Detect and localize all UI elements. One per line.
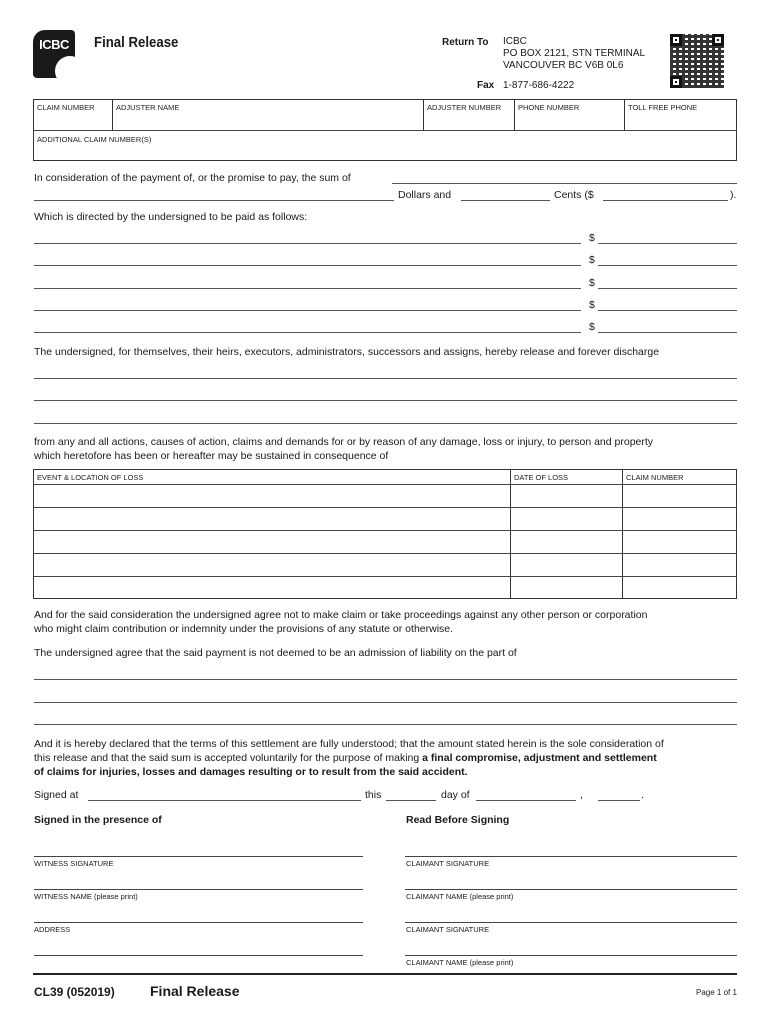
claim-number-header: CLAIM NUMBER — [626, 473, 684, 482]
payee-amount-line[interactable] — [598, 265, 737, 266]
claimant-signature-label-2: CLAIMANT SIGNATURE — [406, 925, 490, 934]
released-party-line[interactable] — [34, 400, 737, 401]
declaration-text-b — [34, 752, 657, 764]
table-divider — [514, 99, 515, 130]
claimant-signature-label: CLAIMANT SIGNATURE — [406, 859, 490, 868]
event-location-header: EVENT & LOCATION OF LOSS — [37, 473, 144, 482]
footer-title: Final Release — [150, 983, 240, 999]
directed-text: Which is directed by the undersigned to be paid as follows: — [34, 211, 308, 223]
day-of-label: day of — [441, 789, 470, 801]
actions-text-1: from any and all actions, causes of action, claims and demands for or by reason of any damage, loss or injury, to person and property — [34, 436, 654, 448]
dollar-sign: $ — [589, 321, 595, 333]
page-number: Page 1 of 1 — [696, 988, 737, 997]
logo-text: ICBC — [39, 37, 69, 52]
agreement-text-1b: who might claim contribution or indemnity under the provisions of any statute or otherwise. — [34, 623, 454, 635]
table-divider — [622, 469, 623, 599]
consideration-text: In consideration of the payment of, or the promise to pay, the sum of — [34, 172, 351, 184]
cents-close-text: ). — [730, 189, 737, 201]
table-divider — [33, 507, 737, 508]
dollar-sign: $ — [589, 254, 595, 266]
day-field-line[interactable] — [386, 800, 436, 801]
witness-name-line[interactable] — [34, 889, 363, 890]
this-label: this — [365, 789, 382, 801]
form-title: Final Release — [94, 34, 179, 51]
table-divider — [33, 484, 737, 485]
cents-amount-field-line[interactable] — [603, 200, 728, 201]
comma: , — [580, 789, 583, 801]
signed-at-field-line[interactable] — [88, 800, 361, 801]
qr-finder — [670, 34, 682, 46]
address-line: VANCOUVER BC V6B 0L6 — [503, 60, 624, 71]
declaration-plain: this release and that the said sum is accepted voluntarily for the purpose of making — [34, 752, 423, 764]
payee-field-line[interactable] — [34, 332, 581, 333]
additional-claim-numbers-field[interactable]: ADDITIONAL CLAIM NUMBER(S) — [37, 135, 152, 144]
claimant-name-line[interactable] — [405, 889, 737, 890]
address-line: ICBC — [503, 36, 527, 47]
table-divider — [33, 130, 737, 131]
cents-field-line[interactable] — [461, 200, 550, 201]
declaration-bold: a final compromise, adjustment and settlement — [422, 752, 657, 764]
address-line-2[interactable] — [34, 955, 363, 956]
qr-finder — [670, 76, 682, 88]
payee-field-line[interactable] — [34, 310, 581, 311]
payee-amount-line[interactable] — [598, 243, 737, 244]
table-divider — [510, 469, 511, 599]
claimant-name-label: CLAIMANT NAME (please print) — [406, 892, 514, 901]
payee-field-line[interactable] — [34, 288, 581, 289]
toll-free-phone-field[interactable]: TOLL FREE PHONE — [628, 103, 698, 112]
dollar-sign: $ — [589, 232, 595, 244]
table-divider — [423, 99, 424, 130]
adjuster-name-field[interactable]: ADJUSTER NAME — [116, 103, 180, 112]
payee-field-line[interactable] — [34, 243, 581, 244]
read-before-signing-heading: Read Before Signing — [406, 814, 510, 826]
sum-words-field-line[interactable] — [34, 200, 394, 201]
logo-swoosh — [55, 56, 85, 86]
loss-table — [33, 469, 737, 599]
month-field-line[interactable] — [476, 800, 576, 801]
claim-number-field[interactable]: CLAIM NUMBER — [37, 103, 95, 112]
footer-rule — [33, 973, 737, 975]
liability-party-line[interactable] — [34, 702, 737, 703]
address-label: ADDRESS — [34, 925, 71, 934]
table-divider — [33, 576, 737, 577]
dollars-and-text: Dollars and — [398, 189, 452, 201]
address-line: PO BOX 2121, STN TERMINAL — [503, 48, 646, 59]
actions-text-2: which heretofore has been or hereafter may be sustained in consequence of — [34, 450, 389, 462]
declaration-text-a: And it is hereby declared that the terms of this settlement are fully understood; that the amount stated herein is the sole consideration of — [34, 738, 664, 750]
return-to-label: Return To — [442, 37, 489, 48]
release-text: The undersigned, for themselves, their heirs, executors, administrators, successors and assigns, hereby release and forever discharge — [34, 346, 660, 358]
cents-text: Cents ($ — [554, 189, 594, 201]
address-line[interactable] — [34, 922, 363, 923]
claimant-signature-line-2[interactable] — [405, 922, 737, 923]
phone-number-field[interactable]: PHONE NUMBER — [518, 103, 580, 112]
presence-heading: Signed in the presence of — [34, 814, 162, 826]
agreement-text-1a: And for the said consideration the undersigned agree not to make claim or take proceedings against any other person or corporation — [34, 609, 648, 621]
payee-amount-line[interactable] — [598, 310, 737, 311]
adjuster-number-field[interactable]: ADJUSTER NUMBER — [427, 103, 502, 112]
payee-field-line[interactable] — [34, 265, 581, 266]
claimant-name-line-2[interactable] — [405, 955, 737, 956]
witness-signature-label: WITNESS SIGNATURE — [34, 859, 114, 868]
payee-amount-line[interactable] — [598, 332, 737, 333]
period: . — [641, 789, 644, 801]
released-party-line[interactable] — [34, 378, 737, 379]
claimant-name-label-2: CLAIMANT NAME (please print) — [406, 958, 514, 967]
sum-field-line[interactable] — [392, 183, 737, 184]
signed-at-label: Signed at — [34, 789, 79, 801]
fax-label: Fax — [477, 80, 495, 91]
form-code: CL39 (052019) — [34, 985, 115, 999]
dollar-sign: $ — [589, 277, 595, 289]
released-party-line[interactable] — [34, 423, 737, 424]
witness-signature-line[interactable] — [34, 856, 363, 857]
qr-finder — [712, 34, 724, 46]
dollar-sign: $ — [589, 299, 595, 311]
claimant-signature-line[interactable] — [405, 856, 737, 857]
witness-name-label: WITNESS NAME (please print) — [34, 892, 138, 901]
fax-number: 1-877-686-4222 — [503, 80, 575, 91]
declaration-text-c: of claims for injuries, losses and damages resulting or to result from the said accident. — [34, 766, 468, 778]
agreement-text-2: The undersigned agree that the said payment is not deemed to be an admission of liability on the part of — [34, 647, 517, 659]
table-divider — [112, 99, 113, 130]
return-address — [503, 36, 645, 72]
date-of-loss-header: DATE OF LOSS — [514, 473, 569, 482]
liability-party-line[interactable] — [34, 679, 737, 680]
year-field-line[interactable] — [598, 800, 640, 801]
liability-party-line[interactable] — [34, 724, 737, 725]
payee-amount-line[interactable] — [598, 288, 737, 289]
table-divider — [624, 99, 625, 130]
table-divider — [33, 553, 737, 554]
table-divider — [33, 530, 737, 531]
